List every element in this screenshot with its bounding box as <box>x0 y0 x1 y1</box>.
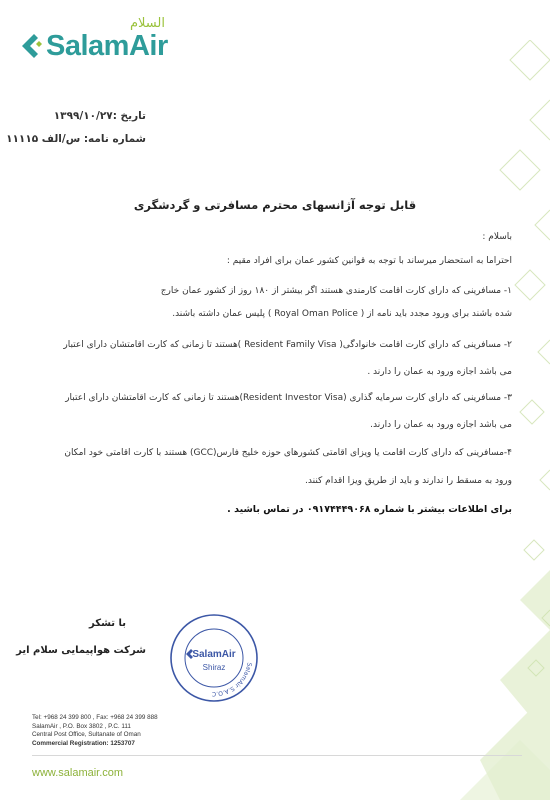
body-line: ۴-مسافرینی که دارای کارت اقامت یا ویزای اقامتی کشورهای حوزه خلیج فارس(GCC) هستند با کارت اقامتی خود امکان <box>64 448 512 458</box>
body-line: احتراما به استحضار میرساند با توجه به قوانین کشور عمان برای افراد مقیم : <box>226 256 512 266</box>
greeting: باسلام : <box>482 232 512 242</box>
body-line: ۲- مسافرینی که دارای کارت اقامت خانوادگی( Resident Family Visa )هستند تا زمانی که کارت اقامتشان دارای اعتبار <box>63 340 512 350</box>
body-line: ۳- مسافرینی که دارای کارت سرمایه گذاری (Resident Investor Visa)هستند تا زمانی که کارت اقامتشان دارای اعتبار <box>65 393 512 403</box>
body-line: ۱- مسافرینی که دارای کارت اقامت کارمندی هستند اگر بیشتر از ۱۸۰ روز از کشور عمان خارج <box>160 286 512 296</box>
footer-address-line: SalamAir , P.O. Box 3802 , P.C. 111 <box>32 722 131 730</box>
footer-registration-line: Commercial Registration: 1253707 <box>32 739 135 747</box>
body-line: ورود به مسقط را ندارند و باید از طریق ویزا اقدام کنند. <box>305 476 512 486</box>
footer-contact-block <box>32 714 158 748</box>
svg-text:Shiraz: Shiraz <box>202 663 226 672</box>
brand-name-arabic: السلام <box>130 16 165 31</box>
footer-address-line: Central Post Office, Sultanate of Oman <box>32 731 141 739</box>
body-line: می باشد اجازه ورود به عمان را دارند . <box>367 367 512 377</box>
letter-reference-number: شماره نامه: س/الف ۱۱۱۱۵ <box>6 133 146 145</box>
svg-text:SalamAir S.A.O.C: SalamAir S.A.O.C <box>211 661 253 697</box>
body-line: شده باشند برای ورود مجدد باید نامه از ( Royal Oman Police ) پلیس عمان داشته باشند. <box>172 309 512 319</box>
contact-line: برای اطلاعات بیشتر با شماره ۰۹۱۷۴۴۴۹۰۶۸ در تماس باشید . <box>227 504 512 515</box>
closing-company: شرکت هواپیمایی سلام ایر <box>16 645 146 656</box>
brand-name: SalamAir <box>46 30 168 62</box>
letter-date: تاریخ :۱۳۹۹/۱۰/۲۷ <box>53 110 146 122</box>
footer-divider <box>32 755 522 756</box>
letter-heading: قابل توجه آژانسهای محترم مسافرتی و گردشگری <box>133 198 417 212</box>
footer-phone-line: Tel: +968 24 399 800 , Fax: +968 24 399 888 <box>32 714 158 721</box>
website-link[interactable]: www.salamair.com <box>32 767 124 779</box>
logo-chevron-icon <box>22 32 42 60</box>
salamair-logo <box>22 16 212 64</box>
closing-thanks: با تشکر <box>89 618 126 629</box>
svg-text:SalamAir: SalamAir <box>192 649 236 660</box>
company-stamp <box>168 612 260 704</box>
body-line: می باشد اجازه ورود به عمان را دارند. <box>370 420 512 430</box>
